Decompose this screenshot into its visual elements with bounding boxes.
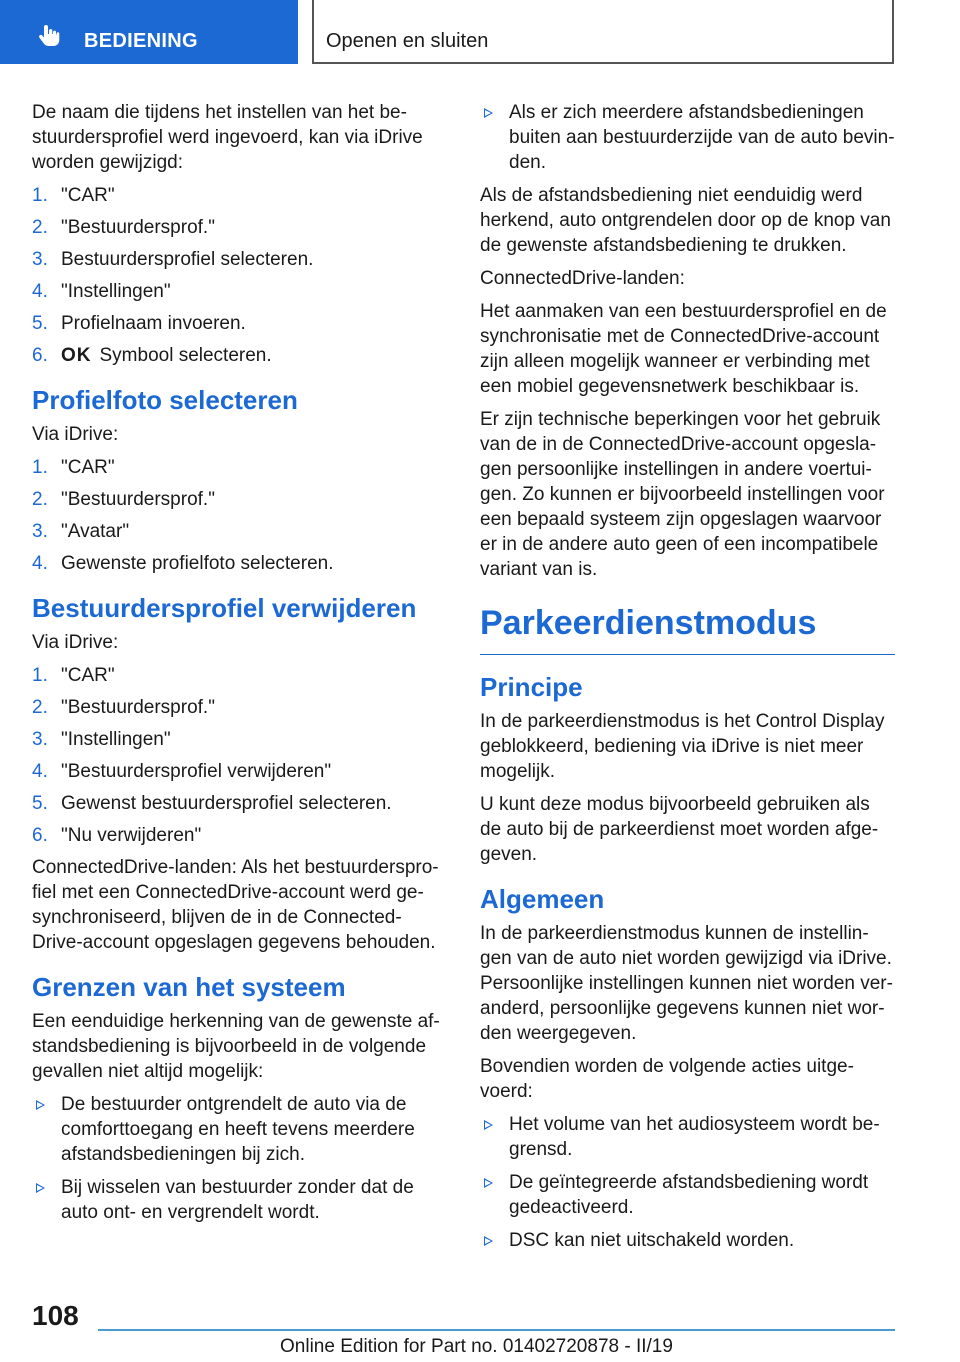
list-item <box>32 551 447 576</box>
list-item <box>32 791 447 816</box>
paragraph: In de parkeerdienstmodus is het Control Display geblokkeerd, bediening via iDrive is niet meer mogelijk. <box>480 711 885 782</box>
avatar-steps <box>32 455 447 576</box>
bullet-text: De bestuurder ontgrendelt de auto via de comforttoegang en heeft tevens meerdere afstandsbedieningen bij zich. <box>61 1094 415 1165</box>
step-text: Profielnaam invoeren. <box>61 313 246 334</box>
step-number: 2. <box>32 217 48 238</box>
list-item <box>32 215 447 240</box>
list-item <box>32 727 447 752</box>
chapter-title: Openen en sluiten <box>326 30 489 52</box>
paragraph: Bovendien worden de volgende acties uitge-voerd: <box>480 1056 854 1102</box>
paragraph: Het aanmaken van een bestuurdersprofiel en de synchronisatie met de ConnectedDrive-account zijn alleen mogelijk wanneer er verbinding met een mobiel gegevensnetwerk beschikbaar is. <box>480 301 887 397</box>
list-item <box>32 519 447 544</box>
step-text: "CAR" <box>61 665 115 686</box>
list-item <box>32 343 447 368</box>
grenzen-intro: Een eenduidige herkenning van de gewenste af-standsbediening is bijvoorbeeld in de volgende gevallen niet altijd mogelijk: <box>32 1011 440 1082</box>
bullet-text: Bij wisselen van bestuurder zonder dat de auto ont- en vergrendelt wordt. <box>61 1177 414 1223</box>
list-item <box>32 663 447 688</box>
left-column <box>32 100 447 1233</box>
step-number: 4. <box>32 553 48 574</box>
list-item <box>32 823 447 848</box>
list-item <box>32 1092 447 1167</box>
triangle-bullet-icon <box>36 1183 45 1193</box>
heading-grenzen: Grenzen van het systeem <box>32 972 346 1002</box>
paragraph: Er zijn technische beperkingen voor het gebruik van de in de ConnectedDrive-account opgesla-gen persoonlijke instellingen in andere voertui-gen. Zo kunnen er bijvoorbeeld instellingen voor een bepaald systeem zijn opgeslagen waarvoor er in de andere auto geen of een incompatibele variant van is. <box>480 409 885 580</box>
algemeen-bullets <box>480 1112 895 1253</box>
step-number: 2. <box>32 697 48 718</box>
step-text: "Avatar" <box>61 521 130 542</box>
page-number: 108 <box>32 1300 79 1331</box>
step-number: 1. <box>32 185 48 206</box>
triangle-bullet-icon <box>484 1236 493 1246</box>
step-text: Bestuurdersprofiel selecteren. <box>61 249 314 270</box>
rename-steps <box>32 183 447 368</box>
page-header <box>0 0 960 66</box>
heading-profielfoto: Profielfoto selecteren <box>32 385 298 415</box>
bullet-text: DSC kan niet uitschakeld worden. <box>509 1230 795 1251</box>
list-item <box>32 311 447 336</box>
triangle-bullet-icon <box>484 108 493 118</box>
triangle-bullet-icon <box>484 1120 493 1130</box>
edition-text: Online Edition for Part no. 01402720878 - II/19 <box>280 1336 673 1357</box>
list-item <box>32 759 447 784</box>
paragraph: U kunt deze modus bijvoorbeeld gebruiken als de auto bij de parkeerdienst moet worden afge-geven. <box>480 794 879 865</box>
list-item <box>32 247 447 272</box>
paragraph: Als de afstandsbediening niet eenduidig werd herkend, auto ontgrendelen door op de knop van de gewenste afstandsbediening te drukken. <box>480 185 891 256</box>
step-text: "Bestuurdersprof." <box>61 697 215 718</box>
via-idrive: Via iDrive: <box>32 632 119 653</box>
step-text: "Nu verwijderen" <box>61 825 202 846</box>
step-text: "CAR" <box>61 185 115 206</box>
section-label: BEDIENING <box>84 30 198 52</box>
delete-steps <box>32 663 447 848</box>
chapter-tab <box>312 0 894 64</box>
footer-divider <box>98 1329 895 1331</box>
list-item <box>480 1112 895 1162</box>
intro-paragraph: De naam die tijdens het instellen van het be-stuurdersprofiel werd ingevoerd, kan via iDrive worden gewijzigd: <box>32 102 423 173</box>
step-text: "Instellingen" <box>61 729 171 750</box>
step-number: 3. <box>32 729 48 750</box>
list-item <box>32 695 447 720</box>
continued-bullets <box>480 100 895 175</box>
step-number: 1. <box>32 665 48 686</box>
list-item <box>32 487 447 512</box>
list-item <box>32 455 447 480</box>
list-item <box>480 1170 895 1220</box>
heading-parkeerdienstmodus: Parkeerdienstmodus <box>480 600 895 655</box>
section-tab <box>0 0 298 64</box>
via-idrive: Via iDrive: <box>32 424 119 445</box>
step-number: 1. <box>32 457 48 478</box>
step-number: 3. <box>32 521 48 542</box>
triangle-bullet-icon <box>484 1178 493 1188</box>
step-number: 3. <box>32 249 48 270</box>
heading-verwijderen: Bestuurdersprofiel verwijderen <box>32 593 417 623</box>
connecteddrive-note: ConnectedDrive-landen: Als het bestuurderspro-fiel met een ConnectedDrive-account werd ge-synchroniseerd, blijven de in de Connected-Drive-account opgeslagen gegevens behouden. <box>32 857 439 953</box>
right-column <box>480 100 895 1261</box>
step-text: Gewenst bestuurdersprofiel selecteren. <box>61 793 392 814</box>
step-text: "CAR" <box>61 457 115 478</box>
step-text: "Bestuurdersprof." <box>61 217 215 238</box>
step-number: 6. <box>32 825 48 846</box>
list-item <box>480 1228 895 1253</box>
list-item <box>32 1175 447 1225</box>
step-text: "Bestuurdersprof." <box>61 489 215 510</box>
step-text: Gewenste profielfoto selecteren. <box>61 553 334 574</box>
bullet-text: De geïntegreerde afstandsbediening wordt gedeactiveerd. <box>509 1172 869 1218</box>
step-number: 5. <box>32 313 48 334</box>
grenzen-bullets <box>32 1092 447 1225</box>
step-number: 6. <box>32 345 48 366</box>
step-number: 2. <box>32 489 48 510</box>
bullet-text: Het volume van het audiosysteem wordt be-grensd. <box>509 1114 880 1160</box>
list-item <box>32 183 447 208</box>
bullet-text: Als er zich meerdere afstandsbedieningen buiten aan bestuurderzijde van de auto bevin-den. <box>509 102 895 173</box>
step-number: 4. <box>32 761 48 782</box>
triangle-bullet-icon <box>36 1100 45 1110</box>
paragraph: In de parkeerdienstmodus kunnen de instellin-gen van de auto niet worden gewijzigd via iDrive. Persoonlijke instellingen kunnen niet worden ver-anderd, persoonlijke gegevens kunnen niet wor-den weergegeven. <box>480 923 893 1044</box>
heading-principe: Principe <box>480 672 583 702</box>
heading-algemeen: Algemeen <box>480 884 605 914</box>
step-number: 5. <box>32 793 48 814</box>
list-item <box>32 279 447 304</box>
paragraph: ConnectedDrive-landen: <box>480 268 685 289</box>
hand-pointer-icon <box>36 22 62 48</box>
step-text: "Bestuurdersprofiel verwijderen" <box>61 761 332 782</box>
step-text: "Instellingen" <box>61 281 171 302</box>
ok-symbol-icon: OK <box>61 345 92 366</box>
step-number: 4. <box>32 281 48 302</box>
step-text: Symbool selecteren. <box>99 345 272 366</box>
list-item <box>480 100 895 175</box>
